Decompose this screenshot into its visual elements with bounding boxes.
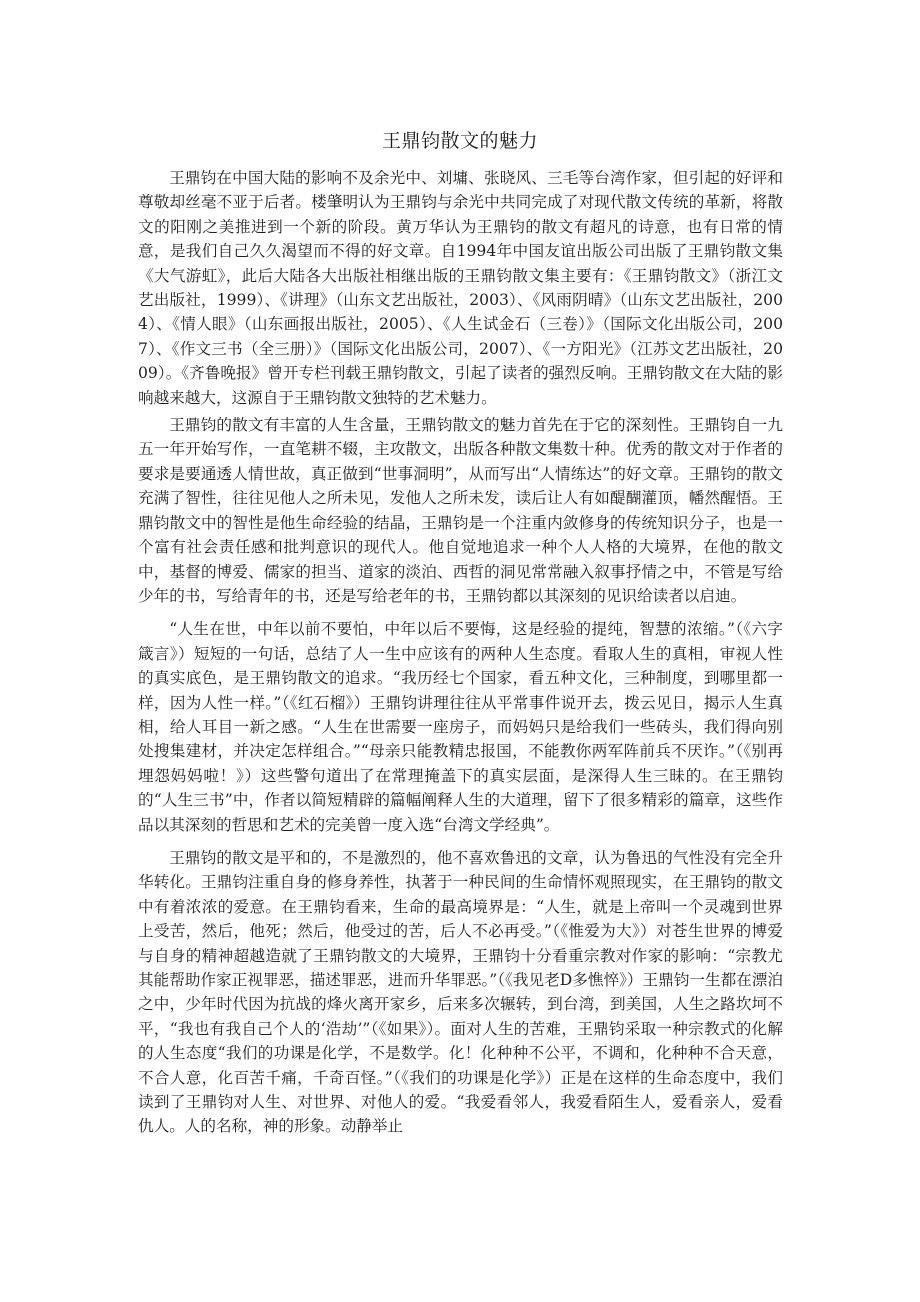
paragraph-4: 王鼎钧的散文是平和的，不是激烈的，他不喜欢鲁迅的文章，认为鲁迅的气性没有完全升华转化。王鼎钧注重自身的修身养性，执著于一种民间的生命情怀观照现实，在王鼎钧的散文中有着浓浓的爱意。在王鼎钧看来，生命的最高境界是：“人生，就是上帝叫一个灵魂到世界上受苦，然后，他死；然后，他受过的苦，后人不必再受。”（《惟爱为大》）对苍生世界的博爱与自身的精神超越造就了王鼎钧散文的大境界，王鼎钧十分看重宗教对作家的影响：“宗教尤其能帮助作家正视罪恶，描述罪恶，进而升华罪恶。”（《我见老D多憔悴》）王鼎钧一生都在漂泊之中，少年时代因为抗战的烽火离开家乡，后来多次辗转，到台湾，到美国，人生之路坎坷不平，“我也有我自己个人的‘浩劫’”（《如果》）。面对人生的苦难，王鼎钧采取一种宗教式的化解的人生态度“我们的功课是化学，不是数学。化！化种种不公平，不调和，化种种不合天意，不合人意，化百苦千痛，千奇百怪。”（《我们的功课是化学》）正是在这样的生命态度中，我们读到了王鼎钧对人生、对世界、对他人的爱。“我爱看邻人，我爱看陌生人，爱看亲人，爱看仇人。人的名称，神的形象。动静举止 bbox=[138, 848, 783, 1136]
paragraph-2: 王鼎钧的散文有丰富的人生含量，王鼎钧散文的魅力首先在于它的深刻性。王鼎钧自一九五一年开始写作，一直笔耕不辍，主攻散文，出版各种散文集数十种。优秀的散文对于作者的要求是要通透人情世故，真正做到“世事洞明”，从而写出“人情练达”的好文章。王鼎钧的散文充满了智性，往往见他人之所未见，发他人之所未发，读后让人有如醍醐灌顶，幡然醒悟。王鼎钧散文中的智性是他生命经验的结晶，王鼎钧是一个注重内敛修身的传统知识分子，也是一个富有社会责任感和批判意识的现代人。他自觉地追求一种个人人格的大境界，在他的散文中，基督的博爱、儒家的担当、道家的淡泊、西哲的洞见常常融入叙事抒情之中，不管是写给少年的书，写给青年的书，还是写给老年的书，王鼎钧都以其深刻的见识给读者以启迪。 bbox=[138, 416, 783, 605]
document-title: 王鼎钧散文的魅力 bbox=[381, 130, 538, 152]
document-body bbox=[138, 166, 783, 1139]
paragraph-3: “人生在世，中年以前不要怕，中年以后不要悔，这是经验的提纯，智慧的浓缩。”（《六字箴言》）短短的一句话，总结了人一生中应该有的两种人生态度。看取人生的真相，审视人性的真实底色，是王鼎钧散文的追求。“我历经七个国家，看五种文化，三种制度，到哪里都一样，因为人性一样。”（《红石榴》）王鼎钧讲理往往从平常事件说开去，拨云见日，揭示人生真相，给人耳目一新之感。“人生在世需要一座房子，而妈妈只是给我们一些砖头，我们得向别处搜集建材，并决定怎样组合。”“母亲只能教精忠报国，不能教你两军阵前兵不厌诈。”（《别再埋怨妈妈啦！》）这些警句道出了在常理掩盖下的真实层面，是深得人生三昧的。在王鼎钧的“人生三书”中，作者以简短精辟的篇幅阐释人生的大道理，留下了很多精彩的篇章，这些作品以其深刻的哲思和艺术的完美曾一度入选“台湾文学经典”。 bbox=[138, 620, 783, 834]
paragraph-1: 王鼎钧在中国大陆的影响不及余光中、刘墉、张晓风、三毛等台湾作家，但引起的好评和尊敬却丝毫不亚于后者。楼肇明认为王鼎钧与余光中共同完成了对现代散文传统的革新，将散文的阳刚之美推进到一个新的阶段。黄万华认为王鼎钧的散文有超凡的诗意，也有日常的情意，是我们自己久久渴望而不得的好文章。自1994年中国友谊出版公司出版了王鼎钧散文集《大气游虹》，此后大陆各大出版社相继出版的王鼎钧散文集主要有：《王鼎钧散文》（浙江文艺出版社，1999）、《讲理》（山东文艺出版社，2003）、《风雨阴晴》（山东文艺出版社，2004）、《情人眼》（山东画报出版社，2005）、《人生试金石（三卷）》（国际文化出版公司，2007）、《作文三书（全三册）》（国际文化出版公司，2007）、《一方阳光》（江苏文艺出版社，2009）。《齐鲁晚报》曾开专栏刊载王鼎钧散文，引起了读者的强烈反响。王鼎钧散文在大陆的影响越来越大，这源自于王鼎钧散文独特的艺术魅力。 bbox=[138, 169, 783, 407]
